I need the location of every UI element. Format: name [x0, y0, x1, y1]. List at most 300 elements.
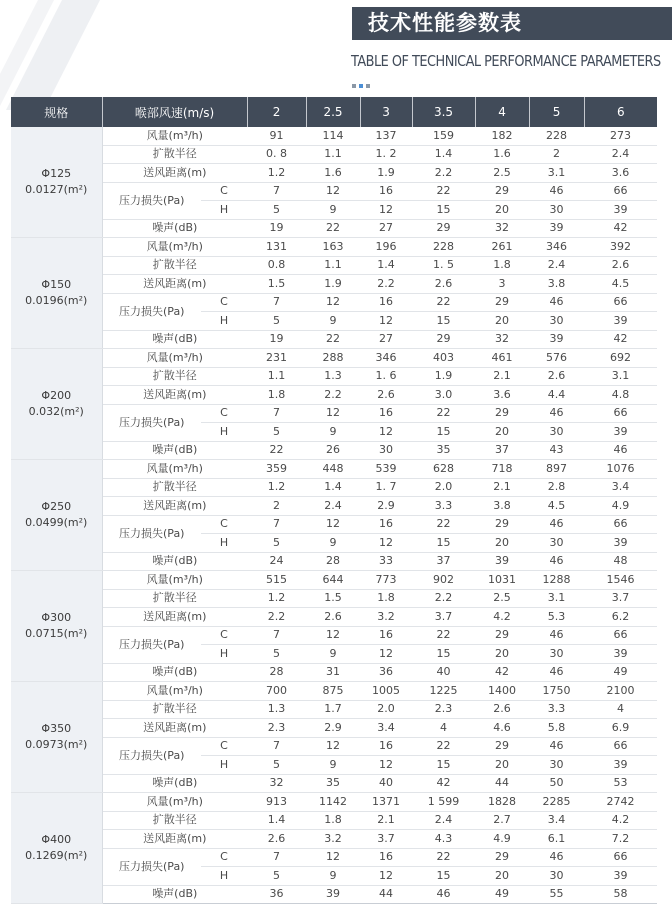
value-cell: 1.9 [412, 367, 475, 386]
throw-distance-row [11, 608, 657, 627]
value-cell: 875 [306, 682, 360, 701]
value-cell: 3.2 [306, 830, 360, 849]
noise-row [11, 219, 657, 238]
row-label: 扩散半径 [102, 256, 247, 275]
pressure-loss-label: 压力损失(Pa) [102, 626, 201, 663]
value-cell: 2.2 [247, 608, 306, 627]
spec-diameter: Φ125 [41, 167, 72, 180]
row-label: 扩散半径 [102, 367, 247, 386]
noise-row [11, 774, 657, 793]
value-cell: 4.5 [584, 275, 657, 294]
value-cell: 3.2 [360, 608, 412, 627]
value-cell: 1828 [475, 793, 529, 812]
row-label: 扩散半径 [102, 811, 247, 830]
value-cell: 2.2 [412, 589, 475, 608]
value-cell: 3.7 [412, 608, 475, 627]
value-cell: 2.8 [529, 478, 584, 497]
value-cell: 3.8 [475, 497, 529, 516]
value-cell: 66 [584, 404, 657, 423]
air-volume-row [11, 571, 657, 590]
value-cell: 4.3 [412, 830, 475, 849]
value-cell: 3.7 [360, 830, 412, 849]
value-cell: 2.2 [306, 386, 360, 405]
noise-row [11, 885, 657, 904]
value-cell: 15 [412, 201, 475, 220]
value-cell: 1 599 [412, 793, 475, 812]
value-cell: 159 [412, 127, 475, 145]
row-label: 风量(m³/h) [102, 460, 247, 479]
value-cell: 39 [584, 867, 657, 886]
air-volume-row [11, 238, 657, 257]
pressure-c-row [11, 404, 657, 423]
pressure-loss-label: 压力损失(Pa) [102, 737, 201, 774]
value-cell: 29 [475, 515, 529, 534]
value-cell: 15 [412, 645, 475, 664]
value-cell: 42 [412, 774, 475, 793]
value-cell: 182 [475, 127, 529, 145]
value-cell: 2.7 [475, 811, 529, 830]
value-cell: 32 [475, 330, 529, 349]
value-cell: 22 [412, 293, 475, 312]
value-cell: 2.4 [584, 145, 657, 164]
value-cell: 58 [584, 885, 657, 904]
value-cell: 3.1 [529, 589, 584, 608]
value-cell: 0. 8 [247, 145, 306, 164]
pressure-c-row [11, 182, 657, 201]
value-cell: 3.0 [412, 386, 475, 405]
value-cell: 2 [529, 145, 584, 164]
value-cell: 1.8 [475, 256, 529, 275]
value-cell: 5.8 [529, 719, 584, 738]
performance-table [11, 97, 657, 904]
value-cell: 15 [412, 534, 475, 553]
pressure-sub-label: H [201, 867, 247, 886]
value-cell: 12 [360, 534, 412, 553]
row-label: 噪声(dB) [102, 330, 247, 349]
value-cell: 3.6 [475, 386, 529, 405]
value-cell: 448 [306, 460, 360, 479]
value-cell: 288 [306, 349, 360, 368]
value-cell: 39 [306, 885, 360, 904]
value-cell: 4.2 [475, 608, 529, 627]
value-cell: 1005 [360, 682, 412, 701]
value-cell: 2.9 [360, 497, 412, 516]
value-cell: 66 [584, 515, 657, 534]
pressure-sub-label: C [201, 182, 247, 201]
value-cell: 1.1 [306, 145, 360, 164]
row-label: 扩散半径 [102, 145, 247, 164]
value-cell: 5 [247, 645, 306, 664]
value-cell: 9 [306, 867, 360, 886]
value-cell: 66 [584, 848, 657, 867]
row-label: 风量(m³/h) [102, 349, 247, 368]
value-cell: 66 [584, 182, 657, 201]
value-cell: 2.6 [475, 700, 529, 719]
header-speed-value: 4 [475, 97, 529, 127]
throw-distance-row [11, 164, 657, 183]
value-cell: 20 [475, 867, 529, 886]
value-cell: 20 [475, 312, 529, 331]
row-label: 送风距离(m) [102, 719, 247, 738]
value-cell: 644 [306, 571, 360, 590]
value-cell: 5 [247, 534, 306, 553]
value-cell: 7 [247, 293, 306, 312]
page-title: 技术性能参数表 [368, 11, 522, 35]
value-cell: 16 [360, 182, 412, 201]
table-header-row [11, 97, 657, 127]
value-cell: 3.3 [412, 497, 475, 516]
value-cell: 9 [306, 201, 360, 220]
value-cell: 53 [584, 774, 657, 793]
value-cell: 66 [584, 626, 657, 645]
pressure-loss-label: 压力损失(Pa) [102, 848, 201, 885]
value-cell: 12 [306, 293, 360, 312]
dot-1 [352, 84, 356, 88]
value-cell: 3.7 [584, 589, 657, 608]
value-cell: 1. 2 [360, 145, 412, 164]
value-cell: 15 [412, 312, 475, 331]
value-cell: 539 [360, 460, 412, 479]
value-cell: 32 [247, 774, 306, 793]
value-cell: 2.1 [475, 478, 529, 497]
value-cell: 46 [529, 552, 584, 571]
value-cell: 692 [584, 349, 657, 368]
value-cell: 35 [306, 774, 360, 793]
value-cell: 1142 [306, 793, 360, 812]
value-cell: 12 [360, 201, 412, 220]
value-cell: 15 [412, 423, 475, 442]
value-cell: 1. 7 [360, 478, 412, 497]
value-cell: 1288 [529, 571, 584, 590]
value-cell: 49 [475, 885, 529, 904]
row-label: 风量(m³/h) [102, 793, 247, 812]
spec-area: 0.0715(m²) [25, 627, 88, 640]
value-cell: 46 [584, 441, 657, 460]
pressure-c-row [11, 293, 657, 312]
value-cell: 46 [529, 293, 584, 312]
value-cell: 1. 5 [412, 256, 475, 275]
value-cell: 1.2 [247, 478, 306, 497]
value-cell: 29 [475, 848, 529, 867]
value-cell: 49 [584, 663, 657, 682]
header-speed-value: 6 [584, 97, 657, 127]
value-cell: 461 [475, 349, 529, 368]
value-cell: 4.6 [475, 719, 529, 738]
value-cell: 6.9 [584, 719, 657, 738]
noise-row [11, 552, 657, 571]
value-cell: 29 [475, 293, 529, 312]
value-cell: 131 [247, 238, 306, 257]
spec-area: 0.0127(m²) [25, 183, 88, 196]
value-cell: 7 [247, 182, 306, 201]
dot-3 [366, 84, 370, 88]
value-cell: 30 [529, 534, 584, 553]
value-cell: 114 [306, 127, 360, 145]
value-cell: 39 [529, 330, 584, 349]
value-cell: 2.9 [306, 719, 360, 738]
value-cell: 4.8 [584, 386, 657, 405]
value-cell: 4.9 [475, 830, 529, 849]
row-label: 噪声(dB) [102, 663, 247, 682]
row-label: 风量(m³/h) [102, 127, 247, 145]
decorative-stripes [0, 0, 120, 110]
spec-diameter: Φ350 [41, 722, 72, 735]
row-label: 送风距离(m) [102, 275, 247, 294]
value-cell: 773 [360, 571, 412, 590]
spec-cell [11, 571, 102, 682]
value-cell: 20 [475, 423, 529, 442]
value-cell: 3.3 [529, 700, 584, 719]
row-label: 噪声(dB) [102, 441, 247, 460]
throw-distance-row [11, 830, 657, 849]
value-cell: 1.4 [306, 478, 360, 497]
value-cell: 346 [360, 349, 412, 368]
value-cell: 1.1 [306, 256, 360, 275]
value-cell: 1.5 [247, 275, 306, 294]
value-cell: 22 [306, 219, 360, 238]
value-cell: 7 [247, 737, 306, 756]
value-cell: 1225 [412, 682, 475, 701]
value-cell: 9 [306, 423, 360, 442]
pressure-sub-label: C [201, 626, 247, 645]
value-cell: 9 [306, 534, 360, 553]
value-cell: 2.6 [247, 830, 306, 849]
value-cell: 4 [584, 700, 657, 719]
value-cell: 30 [529, 423, 584, 442]
value-cell: 43 [529, 441, 584, 460]
value-cell: 1.8 [306, 811, 360, 830]
row-label: 扩散半径 [102, 478, 247, 497]
value-cell: 902 [412, 571, 475, 590]
value-cell: 28 [247, 663, 306, 682]
value-cell: 2.3 [412, 700, 475, 719]
value-cell: 42 [584, 330, 657, 349]
value-cell: 46 [529, 663, 584, 682]
pressure-loss-label: 压力损失(Pa) [102, 293, 201, 330]
value-cell: 4.4 [529, 386, 584, 405]
value-cell: 261 [475, 238, 529, 257]
value-cell: 2.6 [306, 608, 360, 627]
value-cell: 22 [247, 441, 306, 460]
value-cell: 39 [584, 645, 657, 664]
diffusion-radius-row [11, 478, 657, 497]
spec-area: 0.1269(m²) [25, 849, 88, 862]
spec-diameter: Φ200 [41, 389, 72, 402]
value-cell: 30 [529, 756, 584, 775]
pressure-c-row [11, 737, 657, 756]
value-cell: 2.4 [306, 497, 360, 516]
value-cell: 2.1 [475, 367, 529, 386]
noise-row [11, 441, 657, 460]
value-cell: 37 [475, 441, 529, 460]
value-cell: 4.2 [584, 811, 657, 830]
value-cell: 12 [306, 404, 360, 423]
value-cell: 16 [360, 515, 412, 534]
row-label: 送风距离(m) [102, 830, 247, 849]
value-cell: 1750 [529, 682, 584, 701]
value-cell: 27 [360, 330, 412, 349]
value-cell: 30 [529, 201, 584, 220]
row-label: 送风距离(m) [102, 164, 247, 183]
throw-distance-row [11, 386, 657, 405]
value-cell: 228 [529, 127, 584, 145]
pressure-sub-label: C [201, 404, 247, 423]
pressure-sub-label: H [201, 312, 247, 331]
value-cell: 26 [306, 441, 360, 460]
value-cell: 9 [306, 312, 360, 331]
throw-distance-row [11, 719, 657, 738]
value-cell: 1.7 [306, 700, 360, 719]
value-cell: 12 [360, 756, 412, 775]
value-cell: 2100 [584, 682, 657, 701]
row-label: 送风距离(m) [102, 608, 247, 627]
value-cell: 19 [247, 219, 306, 238]
value-cell: 20 [475, 534, 529, 553]
spec-cell [11, 349, 102, 460]
header-speed-value: 3.5 [412, 97, 475, 127]
value-cell: 3.1 [584, 367, 657, 386]
header-speed-value: 3 [360, 97, 412, 127]
value-cell: 2.2 [412, 164, 475, 183]
value-cell: 3.6 [584, 164, 657, 183]
value-cell: 3.8 [529, 275, 584, 294]
value-cell: 42 [584, 219, 657, 238]
value-cell: 20 [475, 201, 529, 220]
value-cell: 44 [360, 885, 412, 904]
value-cell: 1.9 [306, 275, 360, 294]
pressure-sub-label: C [201, 293, 247, 312]
diffusion-radius-row [11, 589, 657, 608]
spec-cell [11, 793, 102, 904]
value-cell: 1.9 [360, 164, 412, 183]
value-cell: 66 [584, 737, 657, 756]
value-cell: 12 [306, 182, 360, 201]
value-cell: 3 [475, 275, 529, 294]
value-cell: 1.3 [247, 700, 306, 719]
air-volume-row [11, 682, 657, 701]
value-cell: 48 [584, 552, 657, 571]
value-cell: 5 [247, 867, 306, 886]
diffusion-radius-row [11, 145, 657, 164]
value-cell: 28 [306, 552, 360, 571]
air-volume-row [11, 460, 657, 479]
value-cell: 137 [360, 127, 412, 145]
value-cell: 1076 [584, 460, 657, 479]
diffusion-radius-row [11, 811, 657, 830]
row-label: 噪声(dB) [102, 774, 247, 793]
value-cell: 22 [412, 626, 475, 645]
value-cell: 231 [247, 349, 306, 368]
air-volume-row [11, 349, 657, 368]
value-cell: 403 [412, 349, 475, 368]
value-cell: 29 [412, 330, 475, 349]
spec-cell [11, 460, 102, 571]
value-cell: 2.5 [475, 164, 529, 183]
value-cell: 2285 [529, 793, 584, 812]
value-cell: 44 [475, 774, 529, 793]
value-cell: 196 [360, 238, 412, 257]
header-spec: 规格 [11, 97, 102, 127]
value-cell: 0.8 [247, 256, 306, 275]
pressure-sub-label: H [201, 423, 247, 442]
value-cell: 22 [412, 182, 475, 201]
spec-diameter: Φ150 [41, 278, 72, 291]
value-cell: 36 [247, 885, 306, 904]
value-cell: 30 [360, 441, 412, 460]
value-cell: 3.4 [360, 719, 412, 738]
value-cell: 12 [360, 423, 412, 442]
row-label: 风量(m³/h) [102, 571, 247, 590]
value-cell: 15 [412, 756, 475, 775]
spec-cell [11, 127, 102, 238]
value-cell: 2.6 [584, 256, 657, 275]
pressure-sub-label: H [201, 645, 247, 664]
value-cell: 2.0 [412, 478, 475, 497]
value-cell: 4.9 [584, 497, 657, 516]
value-cell: 33 [360, 552, 412, 571]
throw-distance-row [11, 275, 657, 294]
value-cell: 27 [360, 219, 412, 238]
value-cell: 1031 [475, 571, 529, 590]
value-cell: 1.2 [247, 164, 306, 183]
diffusion-radius-row [11, 256, 657, 275]
value-cell: 29 [412, 219, 475, 238]
value-cell: 2 [247, 497, 306, 516]
value-cell: 29 [475, 737, 529, 756]
value-cell: 39 [529, 219, 584, 238]
value-cell: 346 [529, 238, 584, 257]
pressure-loss-label: 压力损失(Pa) [102, 515, 201, 552]
value-cell: 2.4 [412, 811, 475, 830]
value-cell: 40 [360, 774, 412, 793]
air-volume-row [11, 127, 657, 145]
value-cell: 1.8 [360, 589, 412, 608]
value-cell: 46 [529, 182, 584, 201]
value-cell: 576 [529, 349, 584, 368]
value-cell: 36 [360, 663, 412, 682]
header-speed: 喉部风速(m/s) [102, 97, 247, 127]
value-cell: 22 [412, 404, 475, 423]
value-cell: 2.4 [529, 256, 584, 275]
value-cell: 24 [247, 552, 306, 571]
diffusion-radius-row [11, 367, 657, 386]
value-cell: 4 [412, 719, 475, 738]
value-cell: 29 [475, 626, 529, 645]
value-cell: 39 [584, 201, 657, 220]
value-cell: 913 [247, 793, 306, 812]
value-cell: 19 [247, 330, 306, 349]
value-cell: 16 [360, 848, 412, 867]
value-cell: 16 [360, 626, 412, 645]
value-cell: 2.6 [412, 275, 475, 294]
value-cell: 12 [306, 515, 360, 534]
spec-area: 0.0196(m²) [25, 294, 88, 307]
value-cell: 22 [306, 330, 360, 349]
throw-distance-row [11, 497, 657, 516]
value-cell: 16 [360, 293, 412, 312]
row-label: 送风距离(m) [102, 386, 247, 405]
pressure-sub-label: C [201, 737, 247, 756]
pressure-loss-label: 压力损失(Pa) [102, 404, 201, 441]
value-cell: 7 [247, 515, 306, 534]
value-cell: 1.6 [475, 145, 529, 164]
value-cell: 700 [247, 682, 306, 701]
value-cell: 12 [360, 867, 412, 886]
value-cell: 1.2 [247, 589, 306, 608]
value-cell: 29 [475, 404, 529, 423]
value-cell: 5.3 [529, 608, 584, 627]
value-cell: 392 [584, 238, 657, 257]
